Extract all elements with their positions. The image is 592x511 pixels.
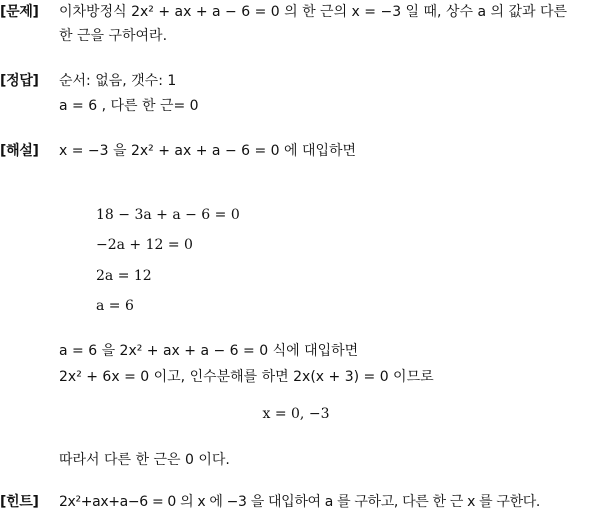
explanation-line-1: x = −3 을 2x² + ax + a − 6 = 0 에 대입하면 [59,143,357,159]
explanation-roots: x = 0, −3 [262,406,330,422]
problem-line-2: 한 근을 구하여라. [59,28,168,44]
answer-line-1: 순서: 없음, 갯수: 1 [59,73,177,89]
hint-label: [힌트] [0,494,39,510]
explanation-conclusion: 따라서 다른 한 근은 0 이다. [59,452,230,468]
problem-line-1: 이차방정식 2x² + ax + a − 6 = 0 의 한 근의 x = −3 일 때, 상수 a 의 값과 다른 [59,4,568,20]
explanation-step-1: 18 − 3a + a − 6 = 0 [96,207,240,223]
explanation-line-2: a = 6 을 2x² + ax + a − 6 = 0 식에 대입하면 [59,343,359,359]
explanation-step-3: 2a = 12 [96,268,152,284]
answer-line-2: a = 6 , 다른 한 근= 0 [59,98,199,114]
explanation-step-4: a = 6 [96,298,134,314]
explanation-line-3: 2x² + 6x = 0 이고, 인수분해를 하면 2x(x + 3) = 0 이므로 [59,369,434,385]
explanation-step-2: −2a + 12 = 0 [96,237,193,253]
problem-label: [문제] [0,4,39,20]
hint-line-1: 2x²+ax+a−6 = 0 의 x 에 −3 을 대입하여 a 를 구하고, 다른 한 근 x 를 구한다. [59,494,541,510]
explanation-label: [해설] [0,143,39,159]
answer-label: [정답] [0,73,39,89]
